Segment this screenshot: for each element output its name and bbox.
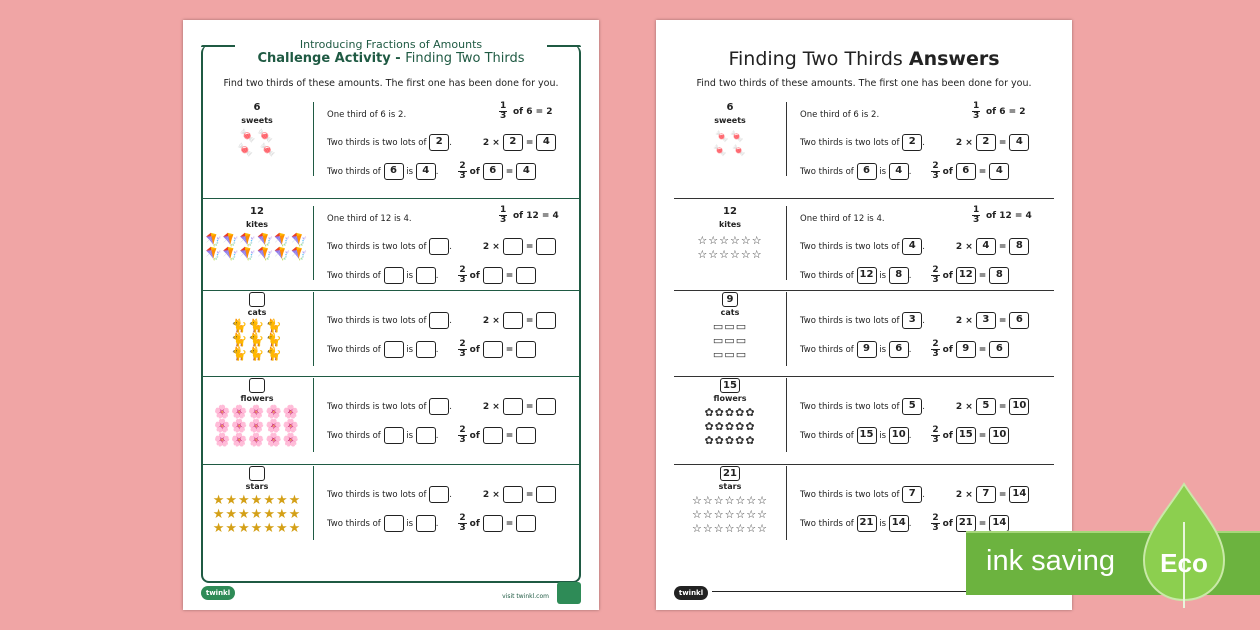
amount-icons (201, 130, 313, 158)
worksheet-row (674, 374, 1054, 462)
amount-icons-line: 🍬 🍬 (237, 143, 277, 158)
amount-icons (201, 320, 313, 362)
unit-label: kites (245, 220, 269, 229)
two-thirds-line: Two thirds of is . $\frac{2}{3}$ of = (327, 514, 536, 533)
two-thirds-line: Two thirds of is . $\frac{2}{3}$ of = (327, 266, 536, 285)
row-divider (786, 466, 787, 540)
fraction-result-box[interactable] (516, 267, 536, 284)
two-thirds-answer-box[interactable]: 4 (889, 163, 909, 180)
amount-icons (674, 130, 786, 158)
amount-icons-line: ▭▭▭ (712, 320, 748, 333)
footer-url: visit twinkl.com (502, 593, 549, 600)
fraction-amount-box[interactable] (483, 341, 503, 358)
lots-answer-box[interactable]: 7 (902, 486, 922, 503)
amount-value: 6 (726, 102, 734, 113)
amount-icons-line: 🐈🐈🐈 (231, 347, 283, 362)
amount-icons-line: 🐈🐈🐈 (231, 319, 283, 334)
fraction-amount-box[interactable]: 12 (956, 267, 976, 284)
lots-answer-box[interactable] (429, 238, 449, 255)
lots-answer-box[interactable]: 2 (429, 134, 449, 151)
amount-answer-box[interactable] (384, 341, 404, 358)
two-lots-line: Two thirds is two lots of 2 . 2 × 2 = 4 (800, 134, 1029, 151)
eco-leaf-icon (1142, 482, 1226, 610)
two-thirds-answer-box[interactable]: 8 (889, 267, 909, 284)
fraction-amount-box[interactable]: 9 (956, 341, 976, 358)
amount-answer-box[interactable]: 6 (857, 163, 877, 180)
amount-icons-line: ✿✿✿✿✿ (704, 406, 756, 419)
two-thirds-line: Two thirds of 21 is 14 . $\frac{2}{3}$ of 21 = 14 (800, 514, 1009, 533)
two-thirds-line: Two thirds of is . $\frac{2}{3}$ of = (327, 426, 536, 445)
amount-icons-line: 🌸🌸🌸🌸🌸 (214, 433, 300, 448)
result-box[interactable] (536, 398, 556, 415)
multiplier-box[interactable] (503, 398, 523, 415)
two-thirds-answer-box[interactable] (416, 515, 436, 532)
amount-icons-line: 🍬🍬 (715, 130, 745, 143)
amount-icons (674, 406, 786, 448)
unit-label: cats (247, 308, 267, 317)
amount-icons-line: 🍬🍬 (239, 129, 275, 144)
two-lots-line: Two thirds is two lots of 5 . 2 × 5 = 10 (800, 398, 1029, 415)
amount-label (201, 206, 313, 217)
two-lots-line: Two thirds is two lots of 3 . 2 × 3 = 6 (800, 312, 1029, 329)
amount-icons-line: 🐈🐈🐈 (231, 333, 283, 348)
amount-icons-line: 🌸🌸🌸🌸🌸 (214, 419, 300, 434)
amount-label (201, 292, 313, 307)
amount-value: 12 (250, 206, 264, 217)
row-divider (313, 102, 314, 176)
multiplier-box[interactable]: 4 (976, 238, 996, 255)
worksheet-row (674, 202, 1054, 288)
unit-label: stars (718, 482, 742, 491)
amount-icons (674, 234, 786, 262)
amount-label (201, 102, 313, 113)
unit-label: cats (720, 308, 740, 317)
fraction-result-box[interactable]: 4 (516, 163, 536, 180)
multiplier-box[interactable]: 2 (503, 134, 523, 151)
amount-value: 6 (253, 102, 261, 113)
row-divider (313, 292, 314, 366)
amount-answer-box[interactable] (384, 427, 404, 444)
amount-icons-line: ★★★★★★★ (212, 507, 302, 522)
answers-instruction: Find two thirds of these amounts. The first one has been done for you. (696, 78, 1032, 89)
amount-icons-line: 🍬 🍬 (713, 144, 747, 157)
amount-icons-line: ✿✿✿✿✿ (704, 420, 756, 433)
row-separator (674, 198, 1054, 199)
amount-icons-line: ▭▭▭ (712, 348, 748, 361)
unit-label: sweets (241, 116, 273, 125)
row-divider (786, 102, 787, 176)
worksheet-row (674, 288, 1054, 374)
amount-icons-line: ☆☆☆☆☆☆ (697, 248, 763, 261)
one-third-fraction: $\frac{1}{3}$ of 12 = 4 (500, 205, 559, 225)
amount-answer-box[interactable] (384, 267, 404, 284)
twinkl-logo: twinkl (201, 586, 235, 600)
amount-box (249, 466, 265, 481)
answers-worksheet (656, 20, 1072, 610)
fraction-amount-box[interactable] (483, 515, 503, 532)
fraction-result-box[interactable] (516, 427, 536, 444)
two-thirds-answer-box[interactable]: 14 (889, 515, 909, 532)
lots-answer-box[interactable]: 2 (902, 134, 922, 151)
one-third-fraction: $\frac{1}{3}$ of 6 = 2 (973, 101, 1026, 121)
answers-title: Finding Two Thirds Answers (728, 48, 1000, 70)
two-thirds-answer-box[interactable] (416, 427, 436, 444)
two-thirds-line: Two thirds of is . $\frac{2}{3}$ of = (327, 340, 536, 359)
two-thirds-answer-box[interactable]: 4 (416, 163, 436, 180)
row-divider (786, 206, 787, 280)
amount-box: 21 (720, 466, 740, 481)
two-thirds-line: Two thirds of 9 is 6 . $\frac{2}{3}$ of 9 = 6 (800, 340, 1009, 359)
fraction-result-box[interactable]: 10 (989, 427, 1009, 444)
amount-icons-line: 🪁🪁🪁🪁🪁🪁 (205, 233, 309, 248)
row-divider (786, 292, 787, 366)
amount-icons-line: ☆☆☆☆☆☆☆ (691, 522, 769, 535)
multiplier-box[interactable]: 3 (976, 312, 996, 329)
two-lots-line: Two thirds is two lots of . 2 × = (327, 312, 556, 329)
two-thirds-answer-box[interactable]: 10 (889, 427, 909, 444)
fraction-result-box[interactable] (516, 341, 536, 358)
one-third-fraction: $\frac{1}{3}$ of 6 = 2 (500, 101, 553, 121)
amount-answer-box[interactable]: 12 (857, 267, 877, 284)
row-divider (313, 378, 314, 452)
two-thirds-line: Two thirds of 6 is 4 . $\frac{2}{3}$ of 6 = 4 (800, 162, 1009, 181)
two-lots-line: Two thirds is two lots of 4 . 2 × 4 = 8 (800, 238, 1029, 255)
fraction-result-box[interactable] (516, 515, 536, 532)
fraction-amount-box[interactable] (483, 267, 503, 284)
one-third-text: One third of 12 is 4. (800, 214, 885, 224)
amount-icons-line: ☆☆☆☆☆☆☆ (691, 494, 769, 507)
amount-icons-line: ★★★★★★★ (212, 493, 302, 508)
row-divider (786, 378, 787, 452)
amount-box (249, 292, 265, 307)
result-box[interactable] (536, 486, 556, 503)
two-lots-line: Two thirds is two lots of 2 . 2 × 2 = 4 (327, 134, 556, 151)
amount-box: 15 (720, 378, 740, 393)
lots-answer-box[interactable] (429, 398, 449, 415)
amount-answer-box[interactable]: 15 (857, 427, 877, 444)
amount-label (201, 466, 313, 481)
amount-label (674, 466, 786, 481)
amount-label (674, 292, 786, 307)
amount-answer-box[interactable]: 6 (384, 163, 404, 180)
fraction-result-box[interactable]: 6 (989, 341, 1009, 358)
result-box[interactable]: 6 (1009, 312, 1029, 329)
worksheet-row (674, 98, 1054, 196)
unit-label: kites (718, 220, 742, 229)
two-lots-line: Two thirds is two lots of . 2 × = (327, 238, 556, 255)
two-lots-line: Two thirds is two lots of . 2 × = (327, 486, 556, 503)
amount-icons-line: ✿✿✿✿✿ (704, 434, 756, 447)
amount-icons-line: ☆☆☆☆☆☆ (697, 234, 763, 247)
two-thirds-line: Two thirds of 12 is 8 . $\frac{2}{3}$ of 12 = 8 (800, 266, 1009, 285)
fraction-result-box[interactable]: 4 (989, 163, 1009, 180)
amount-answer-box[interactable]: 21 (857, 515, 877, 532)
unit-label: flowers (713, 394, 747, 403)
multiplier-box[interactable]: 7 (976, 486, 996, 503)
fraction-amount-box[interactable]: 21 (956, 515, 976, 532)
amount-icons-line: 🪁🪁🪁🪁🪁🪁 (205, 247, 309, 262)
result-box[interactable]: 4 (1009, 134, 1029, 151)
two-lots-line: Two thirds is two lots of . 2 × = (327, 398, 556, 415)
amount-answer-box[interactable]: 9 (857, 341, 877, 358)
eco-badge-label: Eco (1160, 548, 1208, 578)
amount-label (201, 378, 313, 393)
row-separator (201, 198, 581, 199)
lots-answer-box[interactable]: 3 (902, 312, 922, 329)
one-third-fraction: $\frac{1}{3}$ of 12 = 4 (973, 205, 1032, 225)
worksheet-row (201, 98, 581, 196)
challenge-worksheet (183, 20, 599, 610)
worksheet-row (201, 462, 581, 550)
result-box[interactable]: 8 (1009, 238, 1029, 255)
amount-icons-line: ▭▭▭ (712, 334, 748, 347)
worksheet-subtitle: Introducing Fractions of Amounts (299, 38, 483, 51)
amount-icons (201, 406, 313, 448)
amount-label (674, 102, 786, 113)
result-box[interactable]: 4 (536, 134, 556, 151)
result-box[interactable]: 14 (1009, 486, 1029, 503)
result-box[interactable] (536, 238, 556, 255)
lots-answer-box[interactable]: 4 (902, 238, 922, 255)
worksheet-instruction: Find two thirds of these amounts. The first one has been done for you. (223, 78, 559, 89)
fraction-amount-box[interactable] (483, 427, 503, 444)
worksheet-row (201, 288, 581, 374)
unit-label: sweets (714, 116, 746, 125)
quality-badge-icon (557, 582, 581, 604)
unit-label: flowers (240, 394, 274, 403)
lots-answer-box[interactable]: 5 (902, 398, 922, 415)
amount-icons (201, 234, 313, 262)
multiplier-box[interactable]: 2 (976, 134, 996, 151)
multiplier-box[interactable]: 5 (976, 398, 996, 415)
fraction-result-box[interactable]: 8 (989, 267, 1009, 284)
worksheet-title: Challenge Activity - Finding Two Thirds (257, 51, 525, 66)
worksheet-row (201, 202, 581, 288)
two-thirds-answer-box[interactable]: 6 (889, 341, 909, 358)
amount-icons (201, 494, 313, 536)
one-third-text: One third of 6 is 2. (800, 110, 880, 120)
amount-answer-box[interactable] (384, 515, 404, 532)
amount-icons-line: ★★★★★★★ (212, 521, 302, 536)
row-divider (313, 206, 314, 280)
two-thirds-line: Two thirds of 15 is 10 . $\frac{2}{3}$ of 15 = 10 (800, 426, 1009, 445)
multiplier-box[interactable] (503, 486, 523, 503)
amount-box: 9 (722, 292, 738, 307)
result-box[interactable]: 10 (1009, 398, 1029, 415)
row-divider (313, 466, 314, 540)
amount-icons (674, 320, 786, 362)
unit-label: stars (245, 482, 269, 491)
amount-box (249, 378, 265, 393)
result-box[interactable] (536, 312, 556, 329)
lots-answer-box[interactable] (429, 312, 449, 329)
two-thirds-line: Two thirds of 6 is 4 . $\frac{2}{3}$ of 6 = 4 (327, 162, 536, 181)
fraction-result-box[interactable]: 14 (989, 515, 1009, 532)
one-third-text: One third of 12 is 4. (327, 214, 412, 224)
amount-label (674, 206, 786, 217)
fraction-amount-box[interactable]: 6 (956, 163, 976, 180)
amount-value: 12 (723, 206, 737, 217)
ink-saving-label: ink saving (986, 545, 1115, 577)
twinkl-logo: twinkl (674, 586, 708, 600)
amount-label (674, 378, 786, 393)
one-third-text: One third of 6 is 2. (327, 110, 407, 120)
fraction-amount-box[interactable]: 6 (483, 163, 503, 180)
worksheet-row (201, 374, 581, 462)
amount-icons-line: 🌸🌸🌸🌸🌸 (214, 405, 300, 420)
amount-icons (674, 494, 786, 536)
fraction-amount-box[interactable]: 15 (956, 427, 976, 444)
lots-answer-box[interactable] (429, 486, 449, 503)
multiplier-box[interactable] (503, 238, 523, 255)
two-thirds-answer-box[interactable] (416, 341, 436, 358)
multiplier-box[interactable] (503, 312, 523, 329)
two-lots-line: Two thirds is two lots of 7 . 2 × 7 = 14 (800, 486, 1029, 503)
two-thirds-answer-box[interactable] (416, 267, 436, 284)
amount-icons-line: ☆☆☆☆☆☆☆ (691, 508, 769, 521)
